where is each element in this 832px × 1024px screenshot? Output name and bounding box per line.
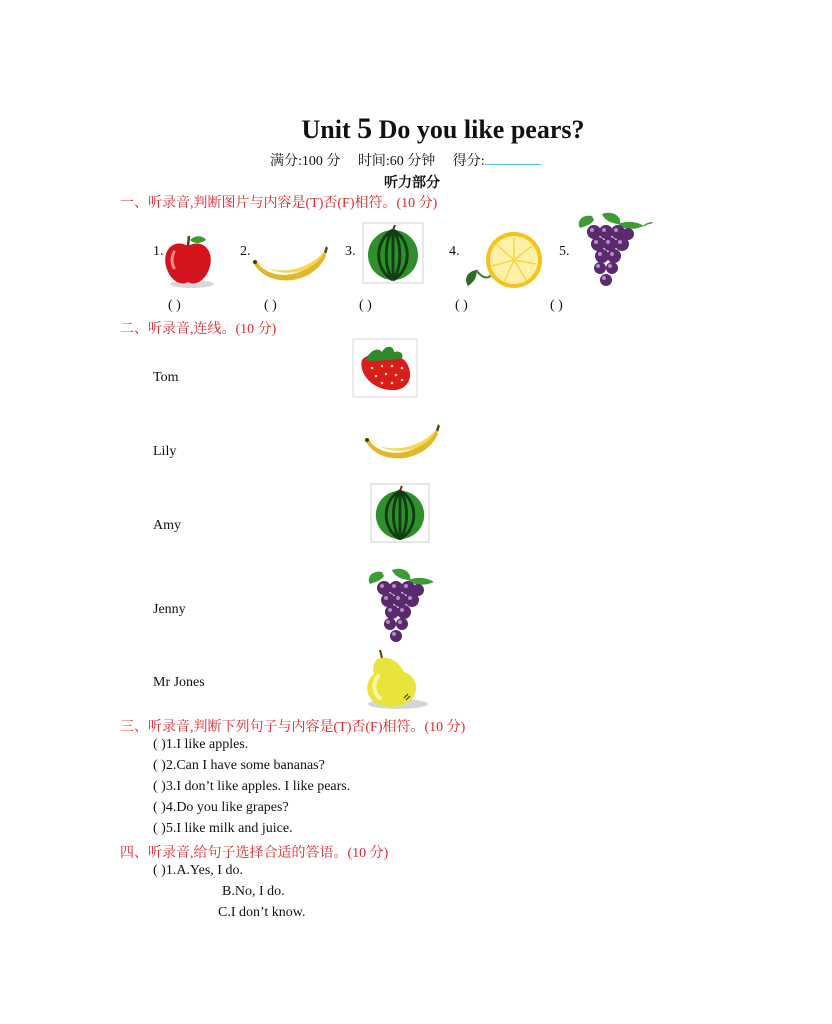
full-score: 满分:100 分 — [270, 154, 341, 169]
banana-icon[interactable] — [364, 418, 440, 466]
name-jenny[interactable]: Jenny — [153, 602, 186, 617]
q3-sentence[interactable]: ( )1.I like apples. — [153, 737, 249, 752]
q1-item-num: 3. — [345, 244, 356, 259]
page-title: Unit 5 Do you like pears? — [301, 112, 585, 145]
name-mr-jones[interactable]: Mr Jones — [153, 675, 205, 690]
grapes-icon — [572, 210, 654, 290]
q3-sentence[interactable]: ( )2.Can I have some bananas? — [153, 758, 325, 773]
name-amy[interactable]: Amy — [153, 518, 181, 533]
q1-item-num: 2. — [240, 244, 251, 259]
q4-option-c: C.I don’t know. — [218, 905, 306, 920]
score-label: 得分: — [452, 154, 485, 169]
q3-heading: 三、听录音,判断下列句子与内容是(T)否(F)相符。(10 分) — [120, 720, 466, 735]
q1-heading: 一、听录音,判断图片与内容是(T)否(F)相符。(10 分) — [120, 196, 438, 211]
q1-item-num: 5. — [559, 244, 570, 259]
q4-question[interactable]: ( )1.A.Yes, I do. — [153, 863, 243, 878]
q1-answer-blank[interactable]: ( ) — [550, 298, 563, 313]
q3-sentence[interactable]: ( )5.I like milk and juice. — [153, 821, 293, 836]
apple-icon — [160, 232, 218, 288]
exam-meta — [270, 150, 541, 170]
q1-item-num: 4. — [449, 244, 460, 259]
q1-answer-blank[interactable]: ( ) — [168, 298, 181, 313]
watermelon-icon[interactable] — [370, 482, 430, 544]
q1-answer-blank[interactable]: ( ) — [264, 298, 277, 313]
banana-icon — [252, 240, 328, 288]
name-lily[interactable]: Lily — [153, 444, 177, 459]
grapes-icon[interactable] — [362, 566, 444, 646]
q1-answer-blank[interactable]: ( ) — [359, 298, 372, 313]
q4-heading: 四、听录音,给句子选择合适的答语。(10 分) — [120, 846, 389, 861]
q2-heading: 二、听录音,连线。(10 分) — [120, 322, 277, 337]
score-blank[interactable] — [485, 152, 541, 165]
time-limit: 时间:60 分钟 — [357, 154, 436, 169]
q1-item-num: 1. — [153, 244, 164, 259]
name-tom[interactable]: Tom — [153, 370, 179, 385]
section-label: 听力部分 — [384, 175, 440, 191]
strawberry-icon[interactable] — [352, 338, 418, 398]
q3-sentence[interactable]: ( )4.Do you like grapes? — [153, 800, 289, 815]
pear-icon[interactable] — [360, 648, 430, 710]
q3-sentence[interactable]: ( )3.I don’t like apples. I like pears. — [153, 779, 351, 794]
q1-answer-blank[interactable]: ( ) — [455, 298, 468, 313]
watermelon-icon — [362, 222, 424, 284]
lemon-icon — [462, 230, 546, 290]
q4-option-b: B.No, I do. — [222, 884, 285, 899]
